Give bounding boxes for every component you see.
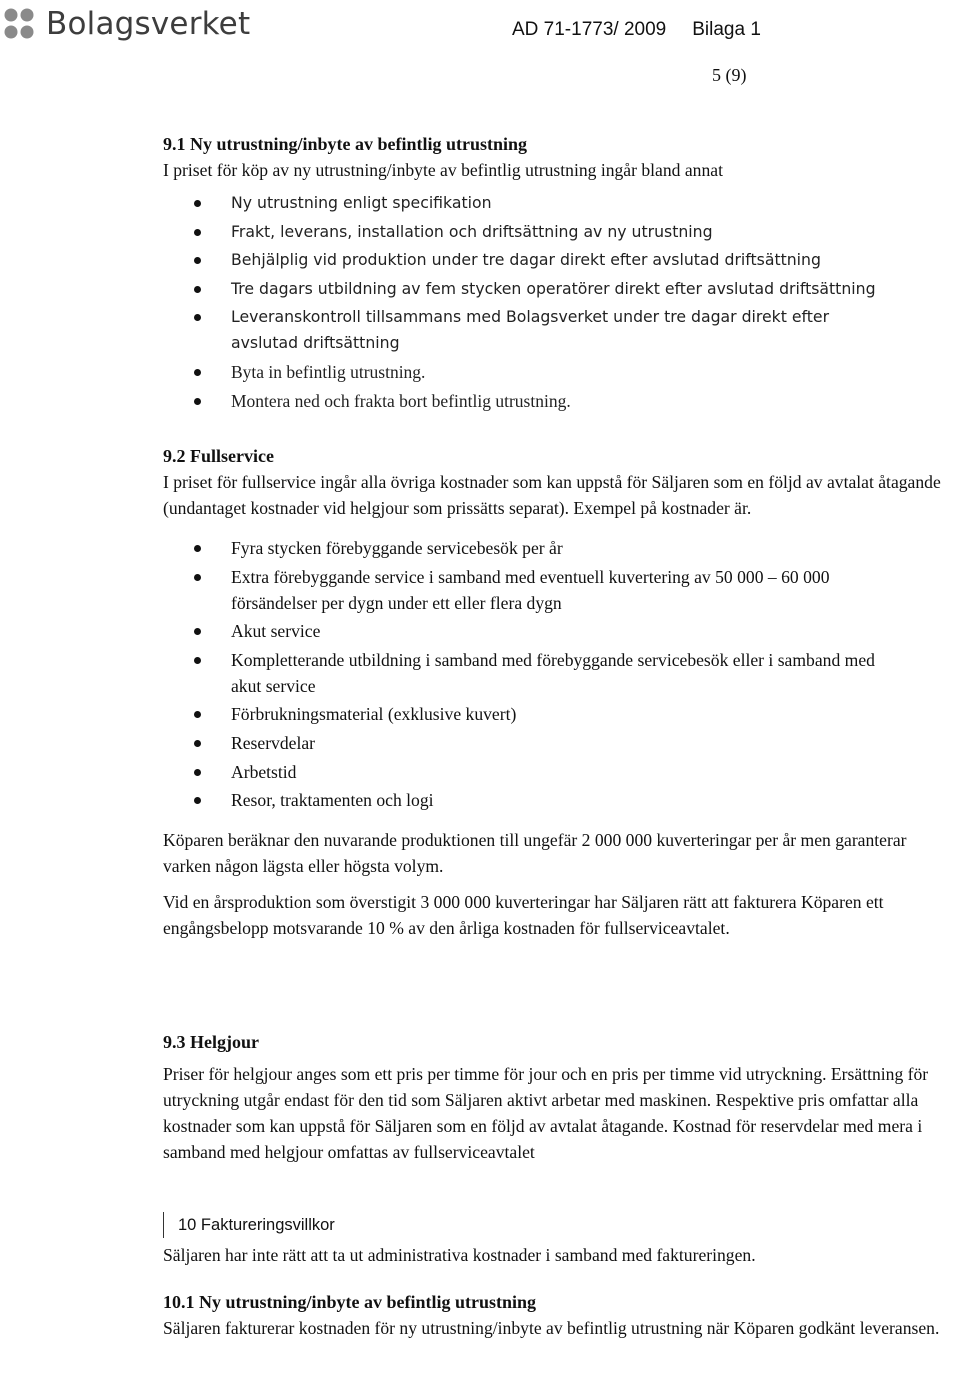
logo-text: Bolagsverket (46, 6, 251, 42)
bullet-icon (194, 740, 201, 747)
list-item: Kompletterande utbildning i samband med förebyggande servicebesök eller i samband med akut service (163, 647, 960, 699)
bullet-icon (194, 628, 201, 635)
bolagsverket-logo (2, 4, 250, 44)
list-item: Fyra stycken förebyggande servicebesök per år (163, 535, 960, 561)
list-item: Arbetstid (163, 759, 960, 785)
section-9-3-body: Priser för helgjour anges som ett pris per timme för jour och en pris per timme vid utryckning. Ersättning för utryckning utgår endast för den tid som Säljaren aktivt arbetar med maskinen. Respektive pris omfattar alla kostnader som kan uppstå för Säljaren som en följd av avtalat åtagande. Kostnad för reservdelar med mera i samband med helgjour omfattas av fullserviceavtalet (163, 1064, 929, 1162)
list-item: Byta in befintlig utrustning. (163, 359, 960, 385)
section-9-2-intro: I priset för fullservice ingår alla övriga kostnader som kan uppstå för Säljaren som en följd av avtalat åtagande (undantaget kostnader vid helgjour som prissätts separat). Exempel på kostnader är. (163, 472, 941, 518)
section-9-1-list (163, 190, 960, 414)
section-9-3-heading: 9.3 Helgjour (163, 1032, 259, 1052)
section-10-body: Säljaren har inte rätt att ta ut administrativa kostnader i samband med faktureringen. (163, 1245, 756, 1265)
list-item: Ny utrustning enligt specifikation (163, 190, 960, 216)
section-9-2-paragraph-1: Köparen beräknar den nuvarande produktionen till ungefär 2 000 000 kuverteringar per år men garanterar varken någon lägsta eller högsta volym. (163, 830, 907, 877)
section-9-2-heading: 9.2 Fullservice (163, 446, 274, 466)
section-9-1 (163, 131, 960, 416)
section-9-3 (163, 1029, 960, 1165)
bullet-icon (194, 286, 201, 293)
section-9-1-heading: 9.1 Ny utrustning/inbyte av befintlig utrustning (163, 134, 528, 154)
list-item: Resor, traktamenten och logi (163, 787, 960, 813)
bullet-icon (194, 314, 201, 321)
doc-ref-number: AD 71-1773/ 2009 (512, 19, 667, 40)
bullet-icon (194, 398, 201, 405)
section-10-heading: 10 Faktureringsvillkor (163, 1212, 960, 1238)
bullet-icon (194, 369, 201, 376)
bullet-icon (194, 797, 201, 804)
list-item: Akut service (163, 618, 960, 644)
list-item: Extra förebyggande service i samband med eventuell kuvertering av 50 000 – 60 000 försändelser per dygn under ett eller flera dygn (163, 564, 960, 616)
bullet-icon (194, 200, 201, 207)
bullet-icon (194, 229, 201, 236)
section-10 (163, 1212, 960, 1268)
section-9-2-list (163, 535, 960, 813)
page-number: 5 (9) (712, 65, 747, 85)
bullet-icon (194, 711, 201, 718)
section-9-2 (163, 443, 960, 941)
bullet-icon (194, 657, 201, 664)
attachment-label: Bilaga 1 (692, 19, 761, 40)
list-item: Reservdelar (163, 730, 960, 756)
crown-logo-icon (2, 6, 38, 42)
bullet-icon (194, 257, 201, 264)
bullet-icon (194, 769, 201, 776)
section-9-2-paragraph-2: Vid en årsproduktion som överstigit 3 000 000 kuverteringar har Säljaren rätt att fakturera Köparen ett engångsbelopp motsvarande 10 % av den årliga kostnaden för fullserviceavtalet. (163, 892, 884, 939)
list-item: Tre dagars utbildning av fem stycken operatörer direkt efter avslutad driftsättning (163, 276, 960, 302)
section-9-1-intro: I priset för köp av ny utrustning/inbyte av befintlig utrustning ingår bland annat (163, 160, 723, 180)
list-item: Leveranskontroll tillsammans med Bolagsverket under tre dagar direkt efter avslutad driftsättning (163, 304, 960, 356)
list-item: Behjälplig vid produktion under tre dagar direkt efter avslutad driftsättning (163, 247, 960, 273)
list-item: Montera ned och frakta bort befintlig utrustning. (163, 388, 960, 414)
section-10-1-body: Säljaren fakturerar kostnaden för ny utrustning/inbyte av befintlig utrustning när Köparen godkänt leveransen. (163, 1318, 940, 1338)
list-item: Frakt, leverans, installation och driftsättning av ny utrustning (163, 219, 960, 245)
document-reference (512, 19, 761, 41)
bullet-icon (194, 545, 201, 552)
list-item: Förbrukningsmaterial (exklusive kuvert) (163, 701, 960, 727)
section-10-1-heading: 10.1 Ny utrustning/inbyte av befintlig utrustning (163, 1292, 537, 1312)
bullet-icon (194, 574, 201, 581)
section-10-1 (163, 1289, 960, 1341)
